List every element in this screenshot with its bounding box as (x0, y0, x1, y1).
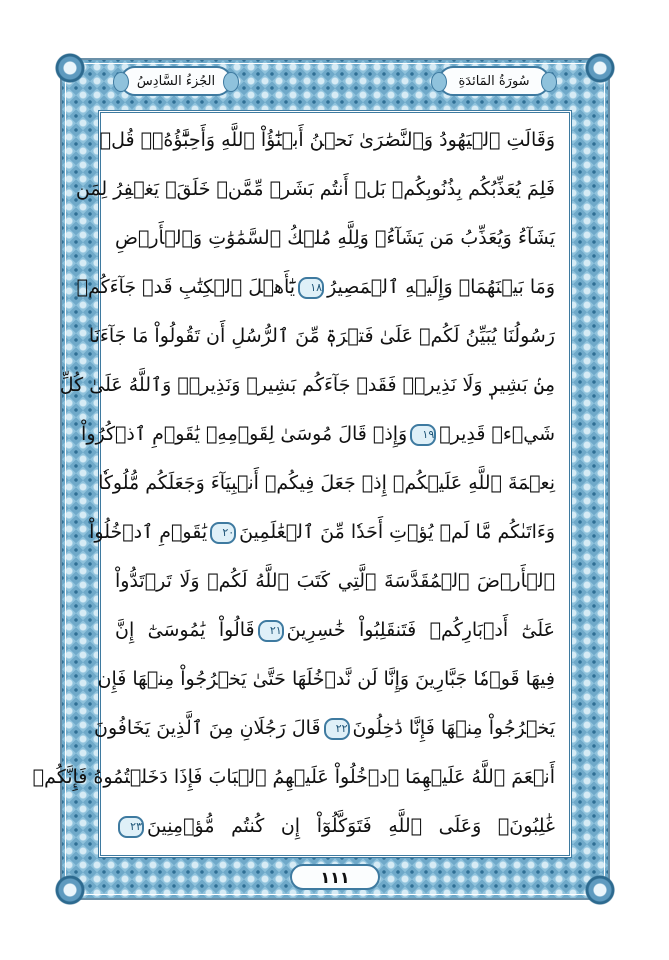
ayah-number-marker: ٢٠ (210, 522, 236, 544)
ayah-number-marker: ١٩ (410, 424, 436, 446)
corner-ornament-bottom-left (50, 870, 90, 910)
verse-line (98, 458, 555, 508)
verse-text: وَمَا بَيۡنَهُمَاۖ وَإِلَيۡهِ ٱلۡمَصِيرُ (327, 276, 555, 298)
verse-line (32, 752, 555, 802)
verse-line (81, 409, 555, 459)
verse-text: يَشَآءُ وَيُعَذِّبُ مَن يَشَآءُۚ وَلِلَّهِ مُلۡكُ ٱلسَّمَٰوَٰتِ وَٱلۡأَرۡضِ (115, 227, 555, 249)
verse-line (97, 654, 555, 704)
verse-text: يَخۡرُجُواْ مِنۡهَا فَإِنَّا دَٰخِلُونَ (352, 717, 555, 739)
corner-ornament-bottom-right (580, 870, 620, 910)
verse-text: غَٰلِبُونَۚ وَعَلَى ٱللَّهِ فَتَوَكَّلُوٓاْ إِن كُنتُم مُّؤۡمِنِينَ (147, 815, 555, 837)
ayah-number-marker: ٢٣ (118, 816, 144, 838)
verse-line (115, 801, 555, 851)
verse-text: مِنۢ بَشِيرٖ وَلَا نَذِيرٖۖ فَقَدۡ جَآءَكُم بَشِيرٞ وَنَذِيرٞۗ وَٱللَّهُ عَلَىٰ كُلِّ (59, 374, 555, 396)
ayah-number-marker: ٢٢ (324, 718, 350, 740)
verse-text: شَيۡءٖ قَدِيرٞ (439, 423, 555, 445)
verse-line (88, 311, 555, 361)
verse-text-panel (32, 110, 572, 858)
verse-line (115, 605, 555, 655)
juz-label: الجُزءُ السَّادِسُ (120, 66, 232, 96)
verse-text: أَنۡعَمَ ٱللَّهُ عَلَيۡهِمَا ٱدۡخُلُواْ عَلَيۡهِمُ ٱلۡبَابَ فَإِذَا دَخَلۡتُمُوهُ فَإِنَّكُمۡ (32, 766, 555, 788)
verse-text: وَءَاتَىٰكُم مَّا لَمۡ يُؤۡتِ أَحَدٗا مِّنَ ٱلۡعَٰلَمِينَ (239, 521, 555, 543)
ayah-number-marker: ١٨ (298, 277, 324, 299)
verse-line (94, 703, 555, 753)
verse-text: ٱلۡأَرۡضَ ٱلۡمُقَدَّسَةَ ٱلَّتِي كَتَبَ ٱللَّهُ لَكُمۡ وَلَا تَرۡتَدُّواْ (115, 570, 555, 592)
verse-text: يَٰقَوۡمِ ٱدۡخُلُواْ (89, 521, 208, 543)
verse-text: يَٰٓأَهۡلَ ٱلۡكِتَٰبِ قَدۡ جَآءَكُمۡ (76, 276, 296, 298)
verse-text: قَالُواْ يَٰمُوسَىٰٓ إِنَّ (115, 619, 255, 641)
ayah-number-marker: ٢١ (258, 620, 284, 642)
verse-text: وَإِذۡ قَالَ مُوسَىٰ لِقَوۡمِهِۦ يَٰقَوۡمِ ٱذۡكُرُواْ (81, 423, 408, 445)
verse-line (76, 262, 555, 312)
verse-line (99, 115, 555, 165)
verse-text: فَلِمَ يُعَذِّبُكُم بِذُنُوبِكُمۖ بَلۡ أَنتُم بَشَرٞ مِّمَّنۡ خَلَقَۚ يَغۡفِرُ لِمَن (75, 178, 555, 200)
verse-text: رَسُولُنَا يُبَيِّنُ لَكُمۡ عَلَىٰ فَتۡرَةٖ مِّنَ ٱلرُّسُلِ أَن تَقُولُواْ مَا جَآءَنَا (88, 325, 555, 347)
verse-text: قَالَ رَجُلَانِ مِنَ ٱلَّذِينَ يَخَافُونَ (94, 717, 321, 739)
verse-text: نِعۡمَةَ ٱللَّهِ عَلَيۡكُمۡ إِذۡ جَعَلَ فِيكُمۡ أَنۢبِيَآءَ وَجَعَلَكُم مُّلُوكٗا (98, 472, 555, 494)
verse-text: وَقَالَتِ ٱلۡيَهُودُ وَٱلنَّصَٰرَىٰ نَحۡنُ أَبۡنَٰٓؤُاْ ٱللَّهِ وَأَحِبَّٰٓؤُهُۥۚ قُلۡ (99, 129, 555, 151)
verse-text: عَلَىٰٓ أَدۡبَارِكُمۡ فَتَنقَلِبُواْ خَٰسِرِينَ (286, 619, 555, 641)
verse-line (75, 164, 555, 214)
corner-ornament-top-right (580, 48, 620, 88)
verse-line (89, 507, 555, 557)
verse-text: فِيهَا قَوۡمٗا جَبَّارِينَ وَإِنَّا لَن نَّدۡخُلَهَا حَتَّىٰ يَخۡرُجُواْ مِنۡهَا فَإِن (97, 668, 555, 690)
verse-line (59, 360, 555, 410)
surah-label: سُورَةُ المَائدَةِ (438, 66, 550, 96)
verse-line (115, 213, 555, 263)
verse-line (115, 556, 555, 606)
page-number: ١١١ (290, 864, 380, 890)
corner-ornament-top-left (50, 48, 90, 88)
